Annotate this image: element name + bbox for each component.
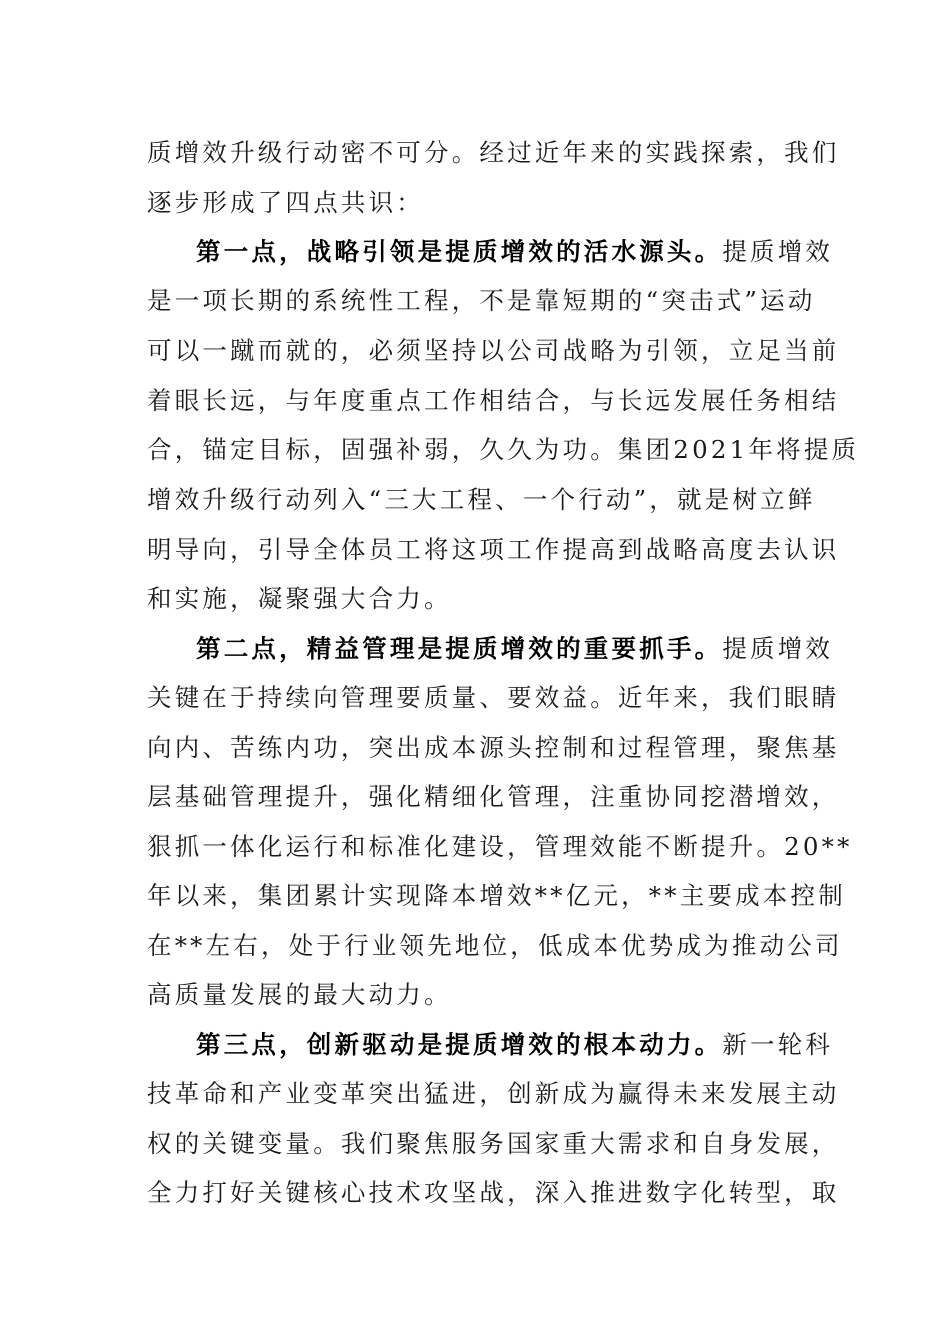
text-line: 技革命和产业变革突出猛进，创新成为赢得未来发展主动: [147, 1079, 840, 1108]
text-line: 合，锚定目标，固强补弱，久久为功。集团2021年将提质: [147, 435, 860, 464]
text-line: 逐步形成了四点共识：: [147, 188, 424, 217]
text-line: 质增效升级行动密不可分。经过近年来的实践探索，我们: [147, 138, 840, 167]
text-line: 可以一蹴而就的，必须坚持以公司战略为引领，立足当前: [147, 336, 840, 365]
text-line: 向内、苦练内功，突出成本源头控制和过程管理，聚焦基: [147, 733, 840, 762]
paragraph-heading-line: 第一点，战略引领是提质增效的活水源头。提质增效: [196, 237, 834, 266]
text-line: 关键在于持续向管理要质量、要效益。近年来，我们眼睛: [147, 683, 840, 712]
text-line: 在**左右，处于行业领先地位，低成本优势成为推动公司: [147, 931, 843, 960]
text-line: 层基础管理提升，强化精细化管理，注重协同挖潜增效，: [147, 782, 840, 811]
paragraph-heading: 第三点，创新驱动是提质增效的根本动力。: [196, 1030, 723, 1059]
text-line: 全力打好关键核心技术攻坚战，深入推进数字化转型，取: [147, 1178, 840, 1207]
text-line: 高质量发展的最大动力。: [147, 980, 452, 1009]
paragraph-heading-line: 第三点，创新驱动是提质增效的根本动力。新一轮科: [196, 1030, 834, 1059]
text-line: 明导向，引导全体员工将这项工作提高到战略高度去认识: [147, 535, 840, 564]
text-line: 着眼长远，与年度重点工作相结合，与长远发展任务相结: [147, 386, 840, 415]
text-line: 权的关键变量。我们聚焦服务国家重大需求和自身发展，: [147, 1129, 840, 1158]
text-line: 年以来，集团累计实现降本增效**亿元，**主要成本控制: [147, 881, 846, 910]
paragraph-heading-line: 第二点，精益管理是提质增效的重要抓手。提质增效: [196, 634, 834, 663]
text-line: 狠抓一体化运行和标准化建设，管理效能不断提升。20**: [147, 832, 853, 861]
text-line: 和实施，凝聚强大合力。: [147, 584, 452, 613]
paragraph-heading: 第一点，战略引领是提质增效的活水源头。: [196, 237, 723, 266]
text-line: 是一项长期的系统性工程，不是靠短期的“突击式”运动: [147, 286, 816, 315]
text-line: 增效升级行动列入“三大工程、一个行动”，就是树立鲜: [147, 485, 816, 514]
paragraph-heading: 第二点，精益管理是提质增效的重要抓手。: [196, 634, 723, 663]
